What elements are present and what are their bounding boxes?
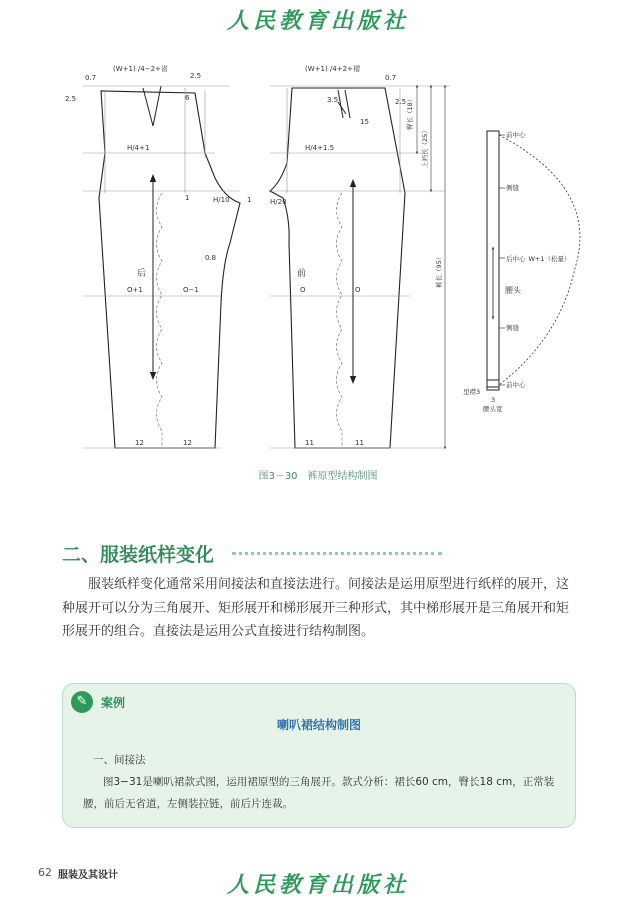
case-box: [62, 683, 576, 828]
wb-formula-text: W+1（松量）: [528, 255, 571, 263]
front-knee-right: O: [355, 286, 361, 294]
wb-overlap: 里襟3: [463, 388, 481, 396]
wb-side-seam-top: 侧缝: [506, 184, 519, 192]
back-hem-right: 12: [183, 439, 192, 447]
back-hem-left: 12: [135, 439, 144, 447]
case-text: 图3−31是喇叭裙款式图，运用裙原型的三角展开。款式分析：裙长60 cm，臀长18 cm，正常装腰，前后无省道，左侧装拉链，前后片连裁。: [83, 776, 555, 810]
case-subheading: 一、间接法: [93, 754, 146, 766]
back-mark-1b: 1: [247, 196, 252, 204]
trousers-pattern-figure: [55, 58, 585, 463]
figure-caption: 图3－30 裤原型结构制图: [258, 471, 378, 482]
waistband-labels: [463, 130, 571, 413]
front-h20: H/20: [270, 198, 287, 206]
back-mark-6: 6: [185, 94, 190, 102]
section-title: 二、服装纸样变化: [62, 544, 215, 566]
front-center-label: 前: [297, 269, 307, 279]
book-title: 服装及其设计: [58, 870, 118, 881]
front-hip-formula: H/4+1.5: [305, 144, 335, 152]
back-piece: [83, 86, 240, 448]
dim-crotch-length: 上裆长（25）: [421, 127, 429, 168]
back-knee-left: O+1: [127, 286, 143, 294]
wb-front-center-top: 前中心: [506, 131, 526, 139]
back-center-label: 后: [137, 269, 147, 279]
page-number: 62: [38, 866, 52, 879]
back-mark-25b: 2.5: [190, 72, 202, 80]
front-mark-07: 0.7: [385, 74, 397, 82]
back-hip-formula: H/4+1: [127, 144, 150, 152]
front-waist-formula: (W+1) /4+2+褶: [305, 65, 360, 73]
wb-back-center: 后中心: [506, 255, 526, 263]
wb-name: 腰头: [505, 286, 521, 295]
back-mark-07: 0.7: [85, 74, 97, 82]
back-mark-08: 0.8: [205, 254, 217, 262]
front-mark-35: 3.5: [327, 96, 339, 104]
back-h10: H/10: [213, 196, 230, 204]
case-title: 喇叭裙结构制图: [276, 718, 361, 732]
section-body: 服装纸样变化通常采用间接法和直接法进行。间接法是运用原型进行纸样的展开，这种展开可以分为三角展开、矩形展开和梯形展开三种形式，其中梯形展开是三角展开和矩形展开的组合。直接法是运用公式直接进行结构制图。: [62, 577, 570, 639]
front-mark-25: 2.5: [395, 98, 407, 106]
back-knee-right: O−1: [183, 286, 199, 294]
front-hem-right: 11: [355, 439, 364, 447]
wb-side-seam-bottom: 侧缝: [506, 324, 519, 332]
front-mark-15: 15: [360, 118, 369, 126]
wb-front-center-bottom: 前中心: [506, 381, 526, 389]
wb-width-label: 腰头宽: [483, 405, 503, 413]
back-waist-formula: (W+1) /4−2+省: [113, 65, 168, 73]
front-hem-left: 11: [305, 439, 314, 447]
case-label: 案例: [101, 696, 126, 710]
section-title-rule: [232, 552, 442, 555]
back-mark-25a: 2.5: [65, 95, 77, 103]
wb-width-value: 3: [491, 396, 496, 404]
front-knee-left: O: [300, 286, 306, 294]
dim-trouser-length: 裤长（95）: [435, 253, 443, 288]
back-mark-1a: 1: [185, 194, 190, 202]
publisher-logo-bottom: 人民教育出版社: [226, 872, 409, 898]
wb-formula: [506, 254, 571, 263]
back-piece-labels: [65, 64, 251, 447]
publisher-logo-top: 人民教育出版社: [226, 8, 409, 34]
dim-hip-length: 臀长（18）: [406, 95, 414, 130]
leaf-icon: ✎: [71, 691, 93, 713]
